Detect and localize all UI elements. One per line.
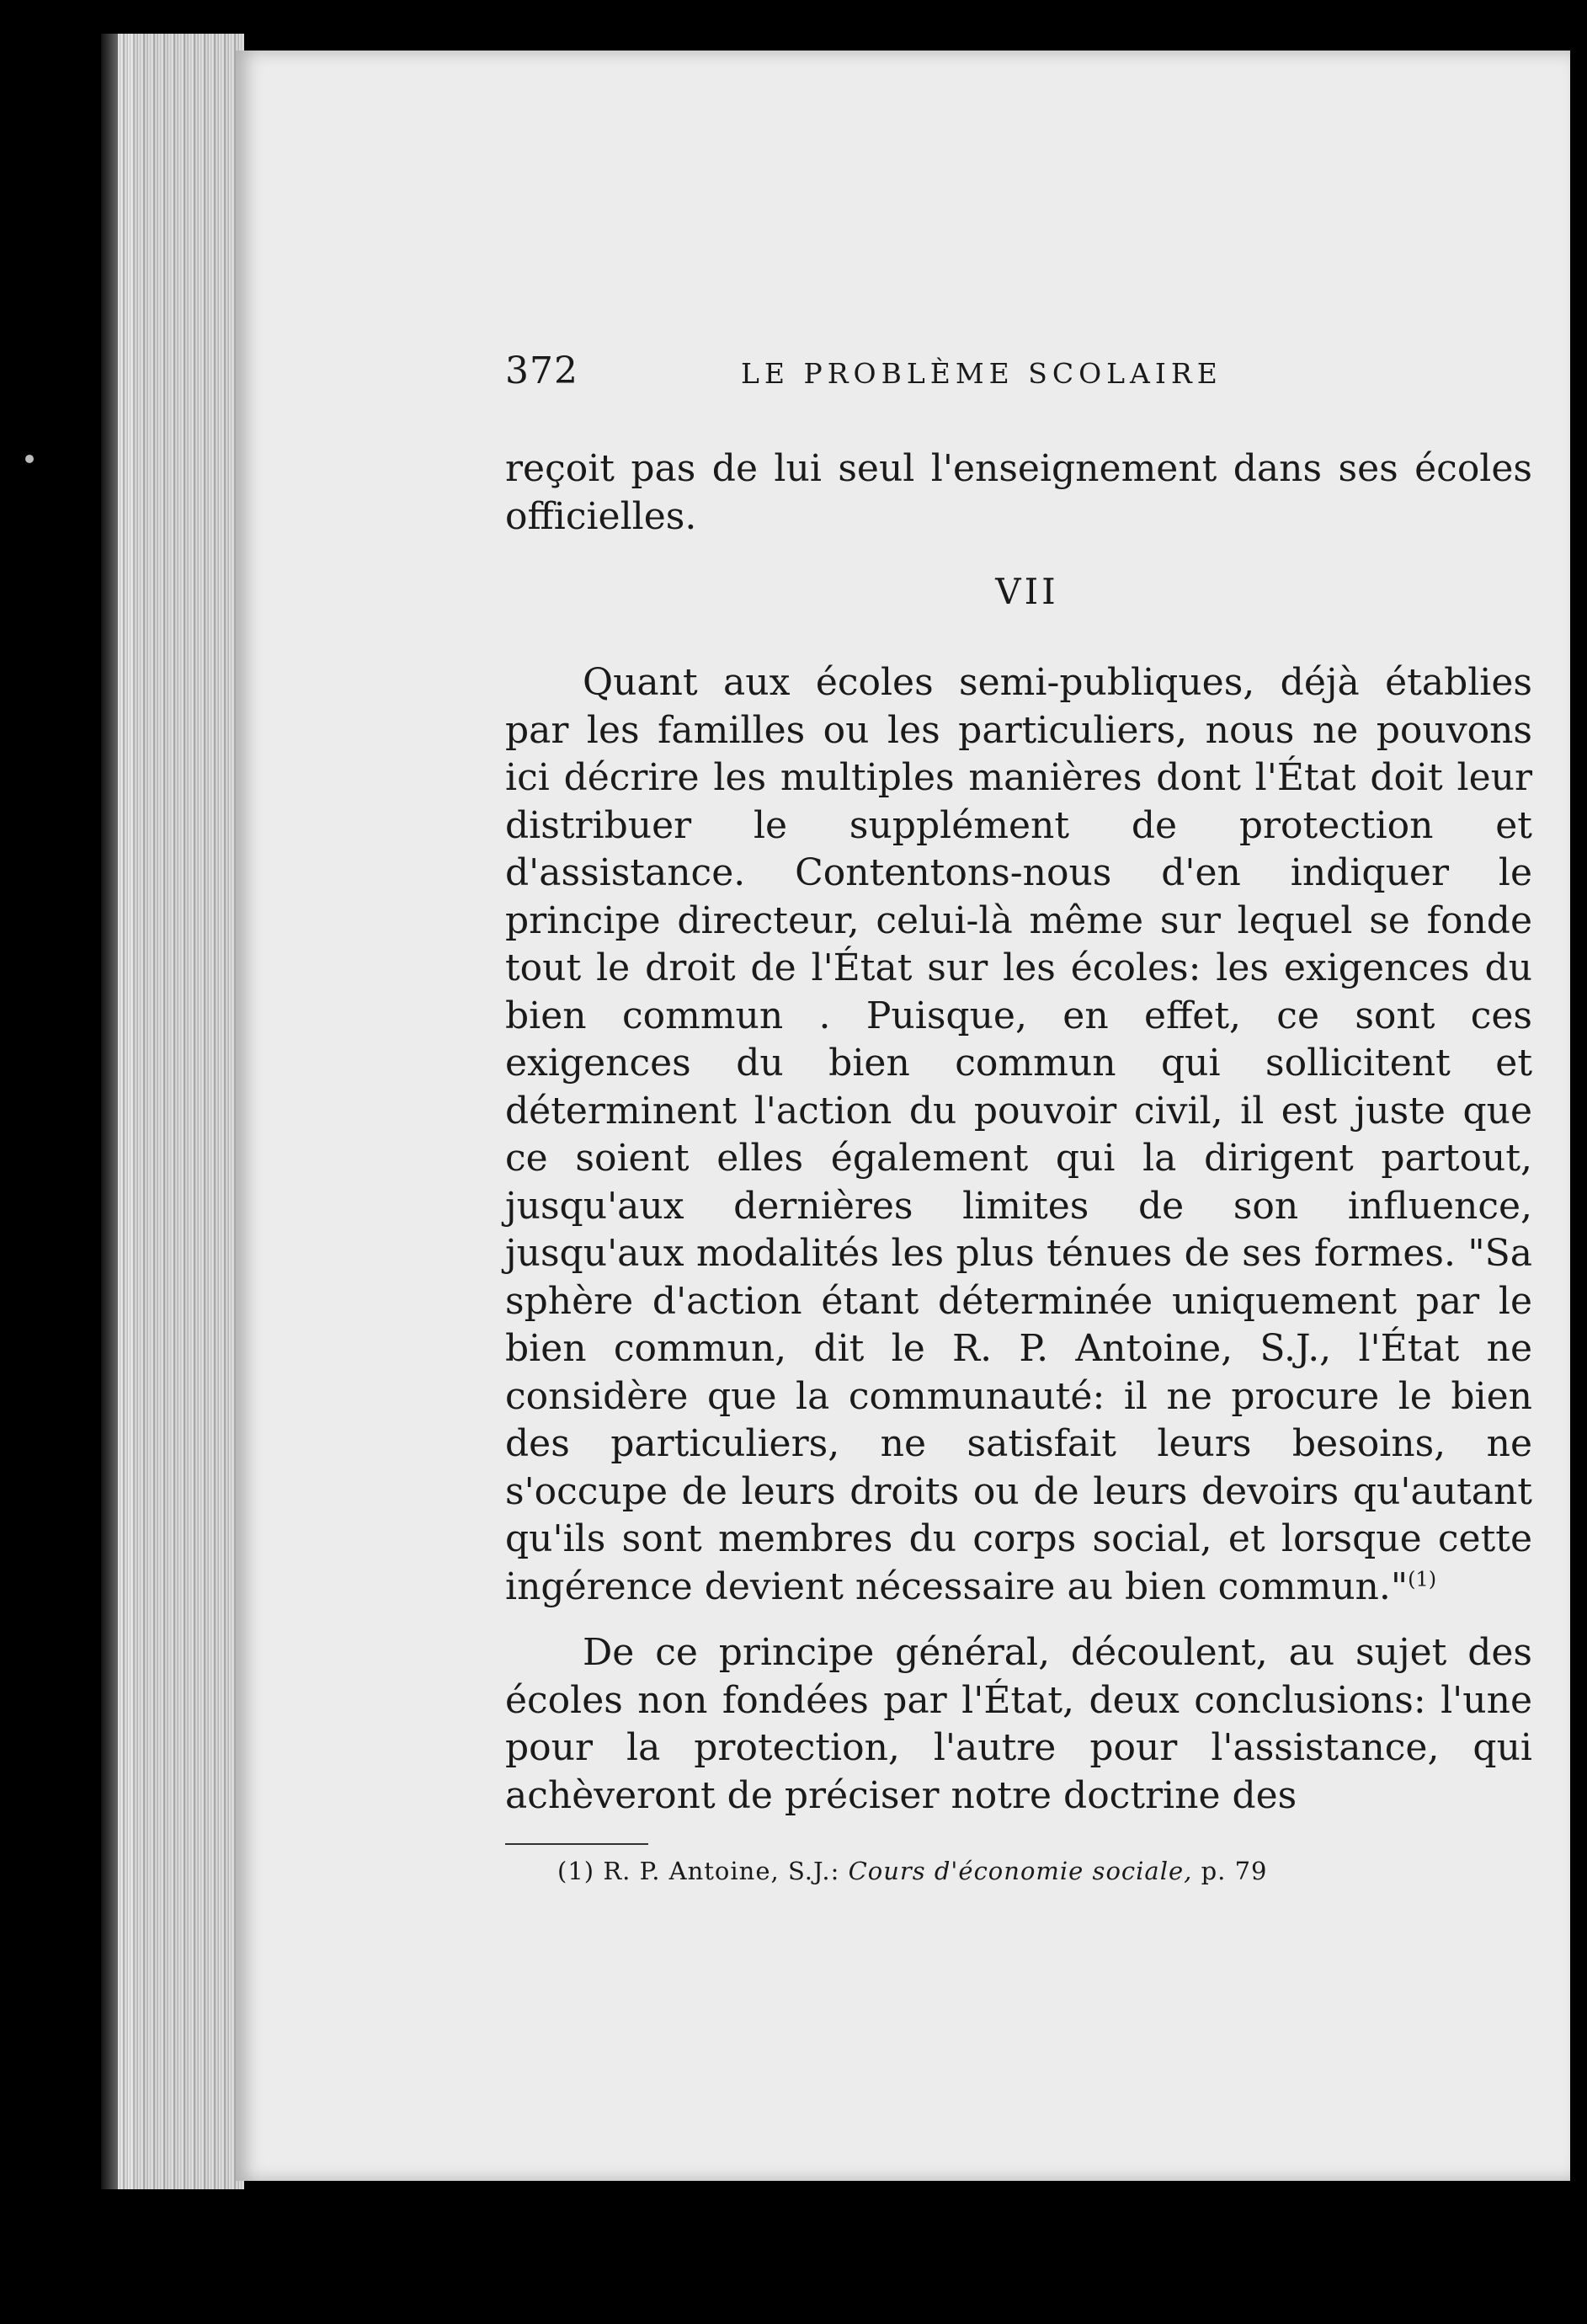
footnote-author: R. P. Antoine, S.J.:	[603, 1857, 840, 1885]
page-number: 372	[505, 349, 578, 392]
section-number: VII	[995, 571, 1059, 612]
book-page-edges	[118, 34, 244, 2189]
page-header	[505, 349, 1532, 400]
footnote-rule	[505, 1843, 648, 1845]
footnote-reference: (1)	[1408, 1566, 1437, 1591]
running-title: LE PROBLÈME SCOLAIRE	[741, 357, 1222, 390]
footnote-title: Cours d'économie sociale,	[848, 1857, 1193, 1885]
footnote	[505, 1857, 1532, 1885]
paragraph-1	[505, 659, 1532, 1611]
footnote-page: p. 79	[1201, 1857, 1268, 1885]
paragraph-gap	[505, 1611, 1532, 1629]
opening-paragraph: reçoit pas de lui seul l'enseignement dans ses écoles officielles.	[505, 447, 1532, 538]
page-content	[505, 349, 1532, 1885]
paragraph-2: De ce principe général, découlent, au sujet des écoles non fondées par l'État, deux conclusions: l'une pour la protection, l'autre pour l'assistance, qui achèveront de préciser notre doctrine des	[505, 1631, 1532, 1817]
paragraph-1-text: Quant aux écoles semi-publiques, déjà établies par les familles ou les particuliers, nous ne pouvons ici décrire les multiples manières dont l'État doit leur distribuer le supplément de protection et d'assistance. Contentons-nous d'en indiquer le principe directeur, celui-là même sur lequel se fonde tout le droit de l'État sur les écoles: les exigences du bien commun . Puisque, en effet, ce sont ces exigences du bien commun qui sollicitent et déterminent l'action du pouvoir civil, il est juste que ce soient elles également qui la dirigent partout, jusqu'aux dernières limites de son influence, jusqu'aux modalités les plus ténues de ses formes. "Sa sphère d'action étant déterminée uniquement par le bien commun, dit le R. P. Antoine, S.J., l'État ne considère que la communauté: il ne procure le bien des particuliers, ne satisfait leurs besoins, ne s'occupe de leurs droits ou de leurs devoirs qu'autant qu'ils sont membres du corps social, et lorsque cette ingérence devient nécessaire au bien commun."	[505, 661, 1532, 1608]
dust-speck	[25, 455, 34, 463]
footnote-marker: (1)	[557, 1857, 595, 1885]
